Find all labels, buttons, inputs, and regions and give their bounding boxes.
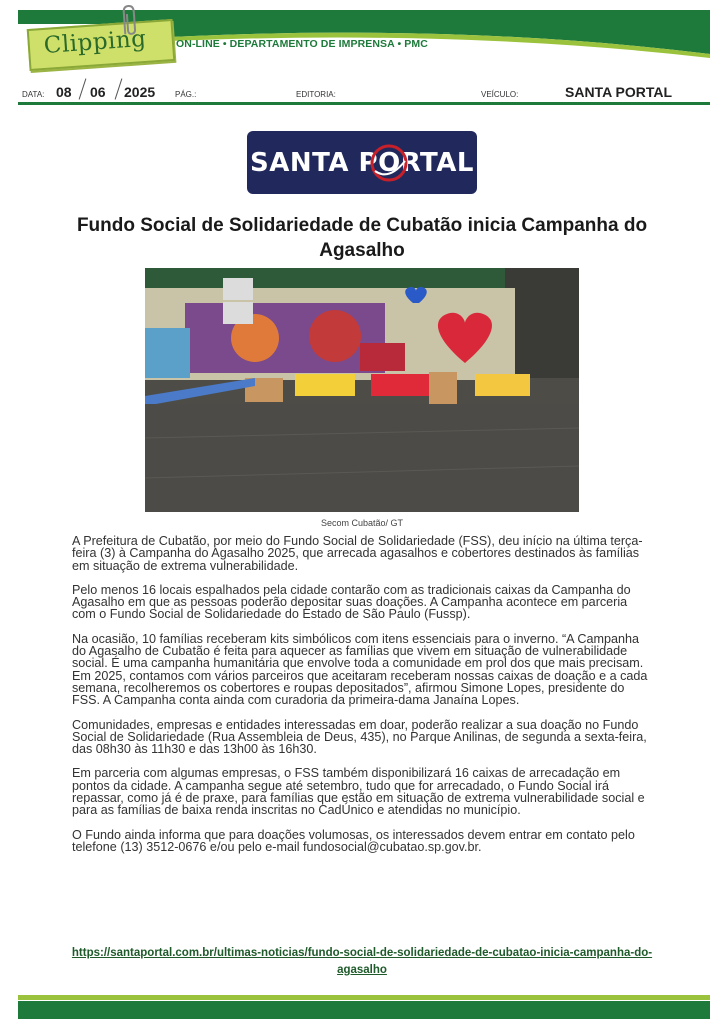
paragraph: Comunidades, empresas e entidades interessadas em doar, poderão realizar a sua doação no Fundo Social de Solidariedade (Rua Assembleia de Deus, 435), no Parque Anilinas, de segunda a sexta-feira, das 08h30 às 11h30 e das 13h00 às 16h30. [72, 717, 647, 757]
editoria-label: EDITORIA: [296, 90, 336, 99]
clipping-label: Clipping [43, 25, 148, 59]
paragraph: A Prefeitura de Cubatão, por meio do Fundo Social de Solidariedade (FSS), deu início na última terça-feira (3) à Campanha do Agasalho 2025, que arrecada agasalhos e cobertores destinados às famílias em situação de extrema vulnerabilidade. [72, 534, 643, 573]
photo-caption: Secom Cubatão/ GT [320, 518, 404, 528]
globe-icon [369, 141, 409, 185]
header-subtitle: ON-LINE • DEPARTAMENTO DE IMPRENSA • PMC [176, 38, 428, 50]
date-label: DATA: [22, 90, 45, 99]
footer-band-dark [18, 1001, 710, 1019]
paragraph: Na ocasião, 10 famílias receberam kits simbólicos com itens essenciais para o inverno. “A Campanha do Agasalho de Cubatão é feita para aquecer as famílias que vivem em situação de vulnerabilidade social. É uma campanha humanitária que envolve toda a comunidade em prol dos que mais precisam. Em 2025, contamos com vários parceiros que aceitaram receberam nossas caixas de doação e a cada semana, recolheremos os cobertores e roupas depositados”, afirmou Simone Lopes, presidente do FSS. A Campanha conta ainda com curadoria da primeira-dama Janaína Lopes. [72, 631, 648, 708]
paragraph: Pelo menos 16 locais espalhados pela cidade contarão com as tradicionais caixas da Campanha do Agasalho em que as pessoas poderão depositar suas doações. A Campanha acontece em parceria com o Fundo Social de Solidariedade do Estado de São Paulo (Fussp). [72, 582, 631, 622]
santa-portal-logo [247, 131, 477, 194]
veiculo-label: VEÍCULO: [481, 90, 519, 99]
page-label: PÁG.: [175, 90, 197, 99]
article-body [72, 535, 652, 865]
logo-text: SANTA PORTAL [250, 147, 474, 178]
date-day: 08 [56, 84, 72, 100]
date-month: 06 [90, 84, 106, 100]
meta-divider [18, 102, 710, 105]
paperclip-icon [117, 3, 141, 38]
veiculo-name: SANTA PORTAL [565, 84, 673, 100]
article-title: Fundo Social de Solidariedade de Cubatão inicia Campanha do Agasalho [76, 215, 648, 261]
paragraph: O Fundo ainda informa que para doações volumosas, os interessados devem entrar em contato pelo telefone (13) 3512-0676 e/ou pelo e-mail fundosocial@cubatao.sp.gov.br. [72, 827, 635, 854]
footer-band-light [18, 995, 710, 1000]
date-separator [115, 78, 123, 99]
date-separator [79, 78, 87, 99]
meta-row [18, 78, 710, 102]
source-link[interactable]: https://santaportal.com.br/ultimas-noticias/fundo-social-de-solidariedade-de-cubatao-inicia-campanha-do-agasalho [71, 947, 653, 976]
date-year: 2025 [124, 84, 156, 100]
article-photo [145, 268, 579, 512]
paragraph: Em parceria com algumas empresas, o FSS também disponibilizará 16 caixas de arrecadação em pontos da cidade. A campanha segue até setembro, tudo que for arrecadado, o Fundo Social irá repassar, como já é de praxe, para famílias que estão em situação de extrema vulnerabilidade social e para as famílias de baixa renda inscritas no CadÚnico e atendidas no município. [72, 766, 645, 818]
